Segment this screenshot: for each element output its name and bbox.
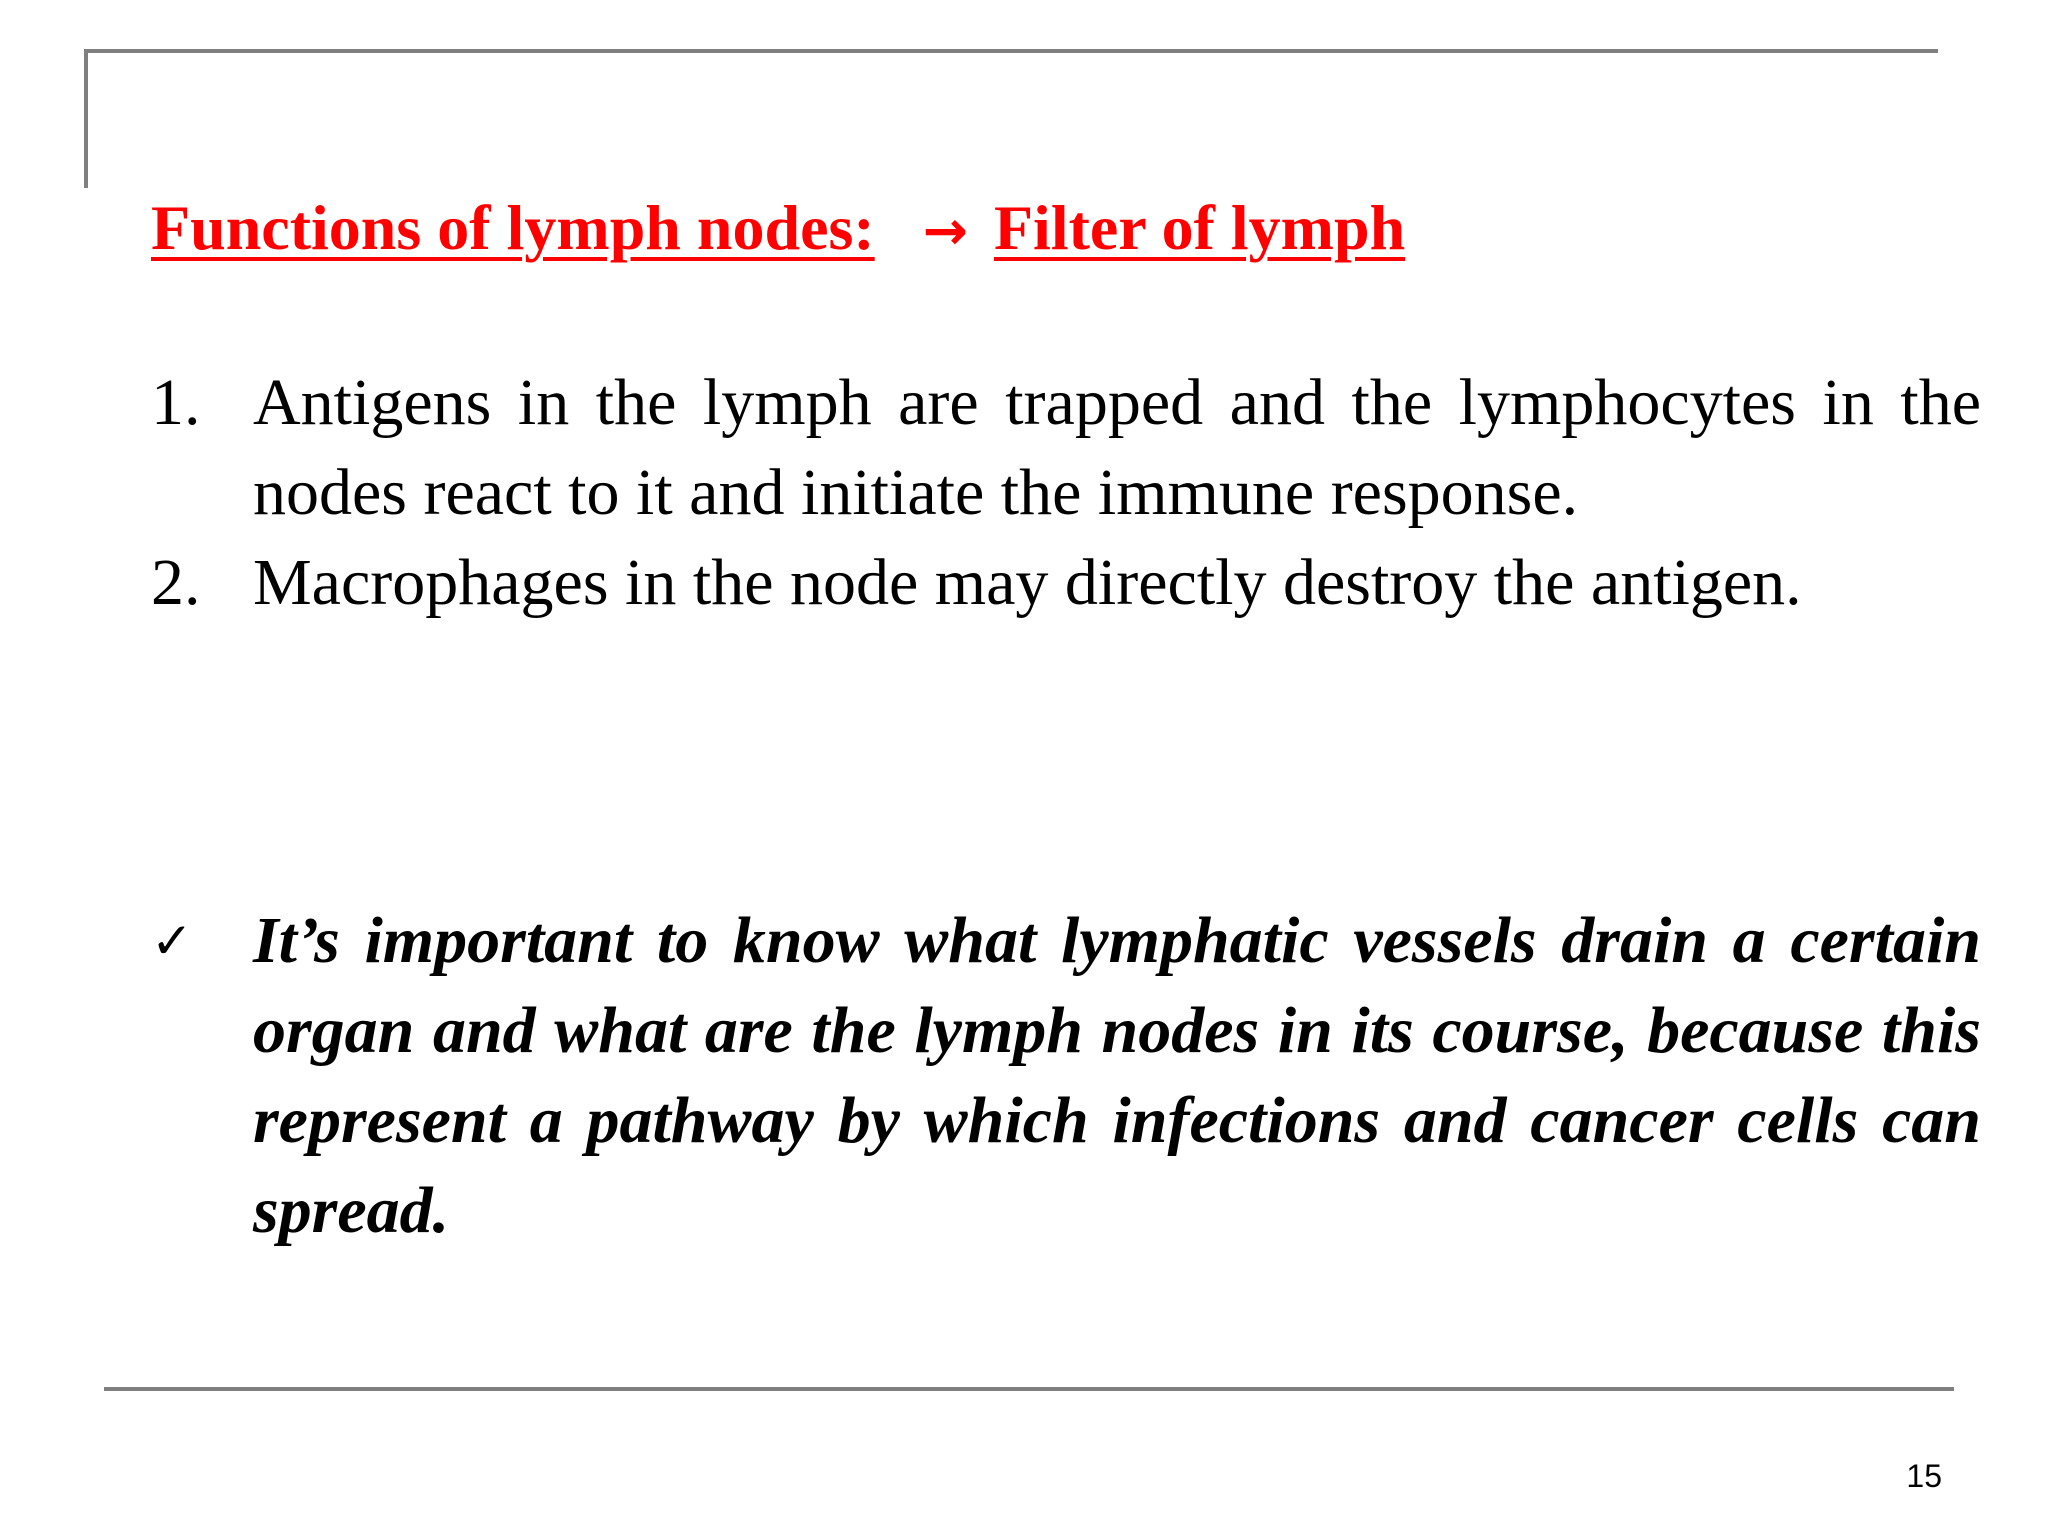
checkmark-icon: ✓ <box>151 912 193 970</box>
list-item-number: 2. <box>151 546 201 619</box>
list-item-number: 1. <box>151 366 201 439</box>
list-item-text: Macrophages in the node may directly destroy the antigen. <box>253 546 1802 619</box>
top-rule <box>84 49 1938 53</box>
slide-title <box>151 188 1405 271</box>
list-item-text: Antigens in the lymph are trapped and the lymphocytes in the nodes react to it and initiate the immune response. <box>253 366 1981 529</box>
numbered-list <box>151 358 1981 628</box>
arrow-right-icon: → <box>922 199 968 262</box>
title-right: Filter of lymph <box>993 192 1406 263</box>
important-note <box>151 896 1981 1256</box>
list-item <box>151 358 1981 538</box>
list-item <box>151 538 1981 628</box>
note-text: It’s important to know what lymphatic vessels drain a certain organ and what are the lymph nodes in its course, because this represent a pathway by which infections and cancer cells can spread. <box>253 904 1981 1247</box>
title-left: Functions of lymph nodes: <box>151 192 875 263</box>
page-number: 15 <box>1906 1458 1942 1494</box>
bottom-rule <box>104 1387 1954 1391</box>
left-rule <box>84 49 88 188</box>
